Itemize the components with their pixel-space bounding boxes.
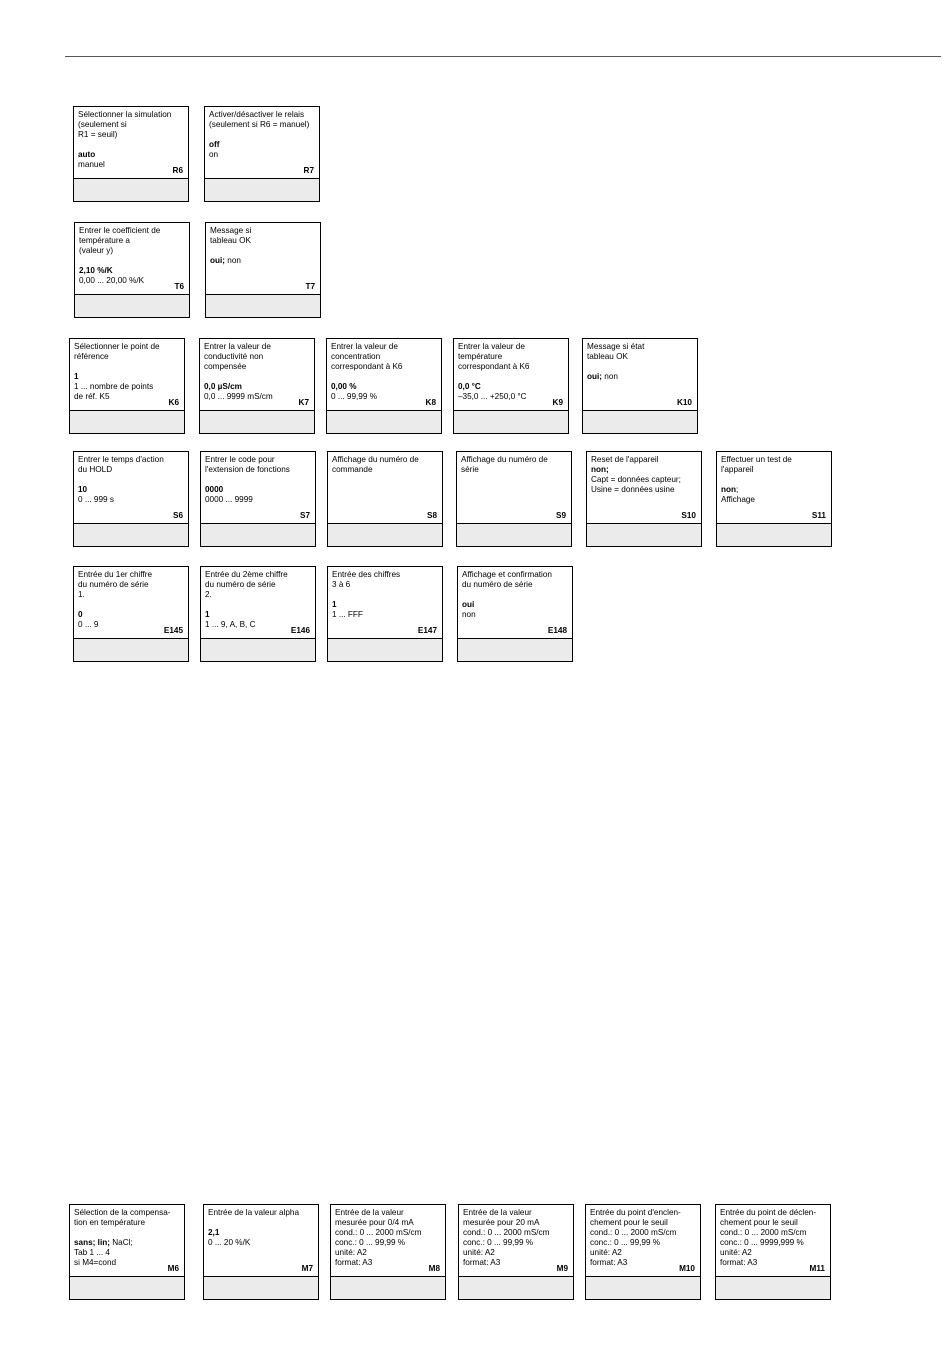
menu-code-label: E148 <box>547 626 567 635</box>
menu-box-line: Usine = données usine <box>591 485 675 494</box>
menu-box-line: 1 <box>205 610 210 619</box>
menu-box-line: du numéro de série <box>462 580 533 589</box>
menu-box-m7 <box>203 1204 319 1300</box>
menu-box-line: off <box>209 140 220 149</box>
menu-box-line: du numéro de série <box>205 580 276 589</box>
menu-box-line: 1 ... nombre de points <box>74 382 154 391</box>
menu-box-t6 <box>74 222 190 318</box>
menu-box-text <box>75 223 189 295</box>
menu-box-line: concentration <box>331 352 381 361</box>
menu-box-line: Effectuer un test de <box>721 455 792 464</box>
menu-box-line: Entrer la valeur de <box>204 342 271 351</box>
menu-box-footer <box>716 1277 830 1299</box>
menu-box-text <box>204 1205 318 1277</box>
menu-box-line: Activer/désactiver le relais <box>209 110 305 119</box>
menu-box-text <box>74 567 188 639</box>
menu-box-text <box>70 1205 184 1277</box>
menu-box-line <box>74 362 180 372</box>
menu-code-label: M6 <box>167 1264 179 1273</box>
menu-box-line: (seulement si R6 = manuel) <box>209 120 310 129</box>
menu-box-line: référence <box>74 352 109 361</box>
menu-box-line: Entrée de la valeur alpha <box>208 1208 300 1217</box>
menu-code-label: T7 <box>305 282 315 291</box>
menu-box-text <box>74 107 188 179</box>
menu-box-text <box>201 567 315 639</box>
menu-box-line: Entrée du 2ème chiffre <box>205 570 288 579</box>
menu-box-text <box>328 567 442 639</box>
menu-box-line: (valeur y) <box>79 246 114 255</box>
menu-box-footer <box>201 639 315 661</box>
menu-box-line <box>210 246 316 256</box>
menu-box-line: conductivité non <box>204 352 264 361</box>
menu-box-line: –35,0 ... +250,0 °C <box>458 392 527 401</box>
menu-box-line: 0000 <box>205 485 224 494</box>
menu-box-s9 <box>456 451 572 547</box>
menu-box-e146 <box>200 566 316 662</box>
menu-box-line: Entrée du point de déclen- <box>720 1208 817 1217</box>
menu-code-label: T6 <box>174 282 184 291</box>
menu-box-line: Affichage et confirmation <box>462 570 552 579</box>
menu-code-label: K6 <box>168 398 179 407</box>
menu-box-line: 0 ... 99,99 % <box>331 392 377 401</box>
menu-box-footer <box>74 179 188 201</box>
menu-box-text <box>459 1205 573 1277</box>
menu-box-line <box>331 372 437 382</box>
menu-code-label: M8 <box>428 1264 440 1273</box>
menu-box-line <box>587 362 693 372</box>
menu-box-s11 <box>716 451 832 547</box>
menu-box-text <box>457 452 571 524</box>
menu-box-line <box>78 600 184 610</box>
menu-box-line: sans; lin; NaCl; <box>74 1238 133 1247</box>
menu-box-text <box>74 452 188 524</box>
menu-box-line <box>458 372 564 382</box>
menu-code-label: K10 <box>676 398 692 407</box>
menu-box-line: oui; non <box>587 372 618 381</box>
menu-box-line: format: A3 <box>590 1258 628 1267</box>
menu-box-e148 <box>457 566 573 662</box>
menu-box-footer <box>459 1277 573 1299</box>
menu-box-line: conc.: 0 ... 99,99 % <box>590 1238 661 1247</box>
menu-box-text <box>587 452 701 524</box>
menu-box-line <box>721 475 827 485</box>
menu-box-m10 <box>585 1204 701 1300</box>
menu-box-line: Entrer la valeur de <box>458 342 525 351</box>
menu-box-line: non; <box>591 465 609 474</box>
menu-box-line: cond.: 0 ... 2000 mS/cm <box>335 1228 422 1237</box>
menu-box-s7 <box>200 451 316 547</box>
menu-box-r6 <box>73 106 189 202</box>
menu-box-line: 0 ... 999 s <box>78 495 114 504</box>
menu-box-s10 <box>586 451 702 547</box>
menu-box-line: 0000 ... 9999 <box>205 495 253 504</box>
menu-box-line: Sélectionner le point de <box>74 342 160 351</box>
header-rule <box>65 56 941 57</box>
menu-box-text <box>454 339 568 411</box>
menu-box-line: Entrée du point d'enclen- <box>590 1208 681 1217</box>
menu-box-line: 1 <box>74 372 79 381</box>
menu-box-line: format: A3 <box>463 1258 501 1267</box>
menu-box-line <box>209 130 315 140</box>
menu-box-line: 3 à 6 <box>332 580 351 589</box>
menu-box-line: non; <box>721 485 739 494</box>
menu-code-label: R7 <box>303 166 314 175</box>
menu-box-line: Entrer la valeur de <box>331 342 398 351</box>
menu-box-line: 0 ... 20 %/K <box>208 1238 251 1247</box>
menu-box-line: 0,0 ... 9999 mS/cm <box>204 392 273 401</box>
menu-box-line: cond.: 0 ... 2000 mS/cm <box>590 1228 677 1237</box>
menu-code-label: E147 <box>417 626 437 635</box>
menu-box-footer <box>327 411 441 433</box>
menu-box-line: R1 = seuil) <box>78 130 118 139</box>
menu-box-line: 2,10 %/K <box>79 266 113 275</box>
menu-box-line: 0,00 ... 20,00 %/K <box>79 276 145 285</box>
menu-box-text <box>717 452 831 524</box>
menu-box-line <box>208 1218 314 1228</box>
menu-box-footer <box>328 524 442 546</box>
menu-box-s8 <box>327 451 443 547</box>
menu-box-text <box>331 1205 445 1277</box>
menu-box-text <box>206 223 320 295</box>
menu-box-line: tableau OK <box>210 236 251 245</box>
menu-box-line: Entrer le code pour <box>205 455 275 464</box>
menu-box-text <box>200 339 314 411</box>
menu-box-line <box>205 475 311 485</box>
menu-box-text <box>586 1205 700 1277</box>
menu-box-line: Affichage du numéro de <box>332 455 419 464</box>
menu-box-footer <box>328 639 442 661</box>
menu-box-line: série <box>461 465 479 474</box>
menu-box-footer <box>204 1277 318 1299</box>
menu-box-line: correspondant à K6 <box>458 362 530 371</box>
menu-box-footer <box>583 411 697 433</box>
menu-box-line: du numéro de série <box>78 580 149 589</box>
menu-box-line: l'appareil <box>721 465 754 474</box>
menu-box-line <box>332 590 438 600</box>
menu-box-e147 <box>327 566 443 662</box>
menu-box-line: Sélectionner la simulation <box>78 110 172 119</box>
menu-box-line: chement pour le seuil <box>590 1218 668 1227</box>
menu-box-m6 <box>69 1204 185 1300</box>
menu-box-line: 1 <box>332 600 337 609</box>
menu-box-k10 <box>582 338 698 434</box>
menu-box-line: 1 ... FFF <box>332 610 363 619</box>
menu-box-k9 <box>453 338 569 434</box>
menu-box-line: l'extension de fonctions <box>205 465 290 474</box>
menu-box-line: oui; non <box>210 256 241 265</box>
menu-box-line: tion en température <box>74 1218 146 1227</box>
menu-box-line: température a <box>79 236 130 245</box>
menu-box-line: Sélection de la compensa- <box>74 1208 171 1217</box>
menu-box-line: unité: A2 <box>335 1248 367 1257</box>
menu-box-footer <box>586 1277 700 1299</box>
menu-box-line <box>462 590 568 600</box>
menu-box-footer <box>717 524 831 546</box>
menu-code-label: S7 <box>299 511 310 520</box>
menu-box-line: on <box>209 150 219 159</box>
menu-box-line: 2,1 <box>208 1228 220 1237</box>
menu-box-line: conc.: 0 ... 9999,999 % <box>720 1238 804 1247</box>
menu-box-line: 1. <box>78 590 85 599</box>
menu-box-line: chement pour le seuil <box>720 1218 798 1227</box>
menu-box-line: correspondant à K6 <box>331 362 403 371</box>
menu-box-line: conc.: 0 ... 99,99 % <box>335 1238 406 1247</box>
menu-box-line <box>78 475 184 485</box>
menu-box-line: manuel <box>78 160 105 169</box>
menu-box-line: Tab 1 ... 4 <box>74 1248 110 1257</box>
menu-box-footer <box>70 411 184 433</box>
menu-box-line: Affichage du numéro de <box>461 455 548 464</box>
menu-box-line: conc.: 0 ... 99,99 % <box>463 1238 534 1247</box>
menu-box-line: 0,00 % <box>331 382 357 391</box>
menu-box-footer <box>457 524 571 546</box>
menu-box-line <box>74 1228 180 1238</box>
menu-box-line <box>205 600 311 610</box>
menu-box-text <box>205 107 319 179</box>
menu-code-label: E146 <box>290 626 310 635</box>
menu-box-line: du HOLD <box>78 465 113 474</box>
menu-code-label: M10 <box>679 1264 695 1273</box>
menu-code-label: K7 <box>298 398 309 407</box>
menu-box-footer <box>331 1277 445 1299</box>
menu-code-label: S6 <box>172 511 183 520</box>
menu-box-r7 <box>204 106 320 202</box>
menu-box-line: Message si état <box>587 342 645 351</box>
menu-code-label: S10 <box>681 511 696 520</box>
menu-box-line: mesurée pour 0/4 mA <box>335 1218 414 1227</box>
menu-box-line: Capt = données capteur; <box>591 475 681 484</box>
menu-box-line <box>79 256 185 266</box>
menu-code-label: K8 <box>425 398 436 407</box>
menu-box-line: Entrer le temps d'action <box>78 455 164 464</box>
menu-box-text <box>201 452 315 524</box>
menu-box-line: mesurée pour 20 mA <box>463 1218 540 1227</box>
menu-code-label: M11 <box>809 1264 825 1273</box>
menu-box-footer <box>454 411 568 433</box>
menu-box-footer <box>70 1277 184 1299</box>
menu-code-label: S8 <box>426 511 437 520</box>
menu-code-label: M7 <box>301 1264 313 1273</box>
menu-code-label: K9 <box>552 398 563 407</box>
menu-box-footer <box>201 524 315 546</box>
menu-box-line: Entrée du 1er chiffre <box>78 570 153 579</box>
menu-box-line: 1 ... 9, A, B, C <box>205 620 256 629</box>
menu-box-e145 <box>73 566 189 662</box>
menu-box-line: auto <box>78 150 96 159</box>
menu-box-text <box>583 339 697 411</box>
menu-box-t7 <box>205 222 321 318</box>
menu-box-line: oui <box>462 600 475 609</box>
menu-box-k7 <box>199 338 315 434</box>
menu-box-line: format: A3 <box>720 1258 758 1267</box>
menu-box-m8 <box>330 1204 446 1300</box>
menu-box-line: de réf. K5 <box>74 392 110 401</box>
menu-box-line: non <box>462 610 476 619</box>
menu-code-label: M9 <box>556 1264 568 1273</box>
menu-box-line: cond.: 0 ... 2000 mS/cm <box>463 1228 550 1237</box>
menu-box-line: 0,0 µS/cm <box>204 382 242 391</box>
menu-box-text <box>70 339 184 411</box>
menu-box-line: Message si <box>210 226 252 235</box>
menu-box-footer <box>74 524 188 546</box>
menu-box-k8 <box>326 338 442 434</box>
menu-box-line: si M4=cond <box>74 1258 117 1267</box>
menu-box-line: température <box>458 352 503 361</box>
menu-box-line: Entrer le coefficient de <box>79 226 161 235</box>
menu-code-label: S11 <box>811 511 826 520</box>
menu-box-line: unité: A2 <box>463 1248 495 1257</box>
menu-box-line: (seulement si <box>78 120 127 129</box>
menu-box-line: format: A3 <box>335 1258 373 1267</box>
menu-box-line: 0 ... 9 <box>78 620 99 629</box>
menu-box-s6 <box>73 451 189 547</box>
menu-box-line: unité: A2 <box>720 1248 752 1257</box>
menu-box-line: 2. <box>205 590 212 599</box>
menu-box-footer <box>200 411 314 433</box>
menu-box-line: 0,0 °C <box>458 382 481 391</box>
menu-box-m9 <box>458 1204 574 1300</box>
menu-box-line: 10 <box>78 485 88 494</box>
menu-box-text <box>458 567 572 639</box>
menu-box-footer <box>587 524 701 546</box>
menu-box-line: Entrée de la valeur <box>335 1208 404 1217</box>
menu-box-line: tableau OK <box>587 352 628 361</box>
menu-box-footer <box>205 179 319 201</box>
menu-box-line: Affichage <box>721 495 755 504</box>
menu-box-line: Reset de l'appareil <box>591 455 659 464</box>
menu-box-line <box>78 140 184 150</box>
menu-box-text <box>327 339 441 411</box>
menu-box-footer <box>75 295 189 317</box>
menu-code-label: E145 <box>163 626 183 635</box>
menu-box-text <box>716 1205 830 1277</box>
menu-box-m11 <box>715 1204 831 1300</box>
menu-box-k6 <box>69 338 185 434</box>
menu-box-footer <box>206 295 320 317</box>
menu-box-line: cond.: 0 ... 2000 mS/cm <box>720 1228 807 1237</box>
menu-box-line <box>204 372 310 382</box>
menu-box-line: compensée <box>204 362 247 371</box>
menu-box-line: Entrée des chiffres <box>332 570 401 579</box>
menu-code-label: S9 <box>555 511 566 520</box>
menu-box-line: commande <box>332 465 373 474</box>
menu-code-label: R6 <box>172 166 183 175</box>
menu-box-line: unité: A2 <box>590 1248 622 1257</box>
menu-box-line: 0 <box>78 610 83 619</box>
menu-box-text <box>328 452 442 524</box>
menu-box-footer <box>458 639 572 661</box>
menu-box-footer <box>74 639 188 661</box>
menu-box-line: Entrée de la valeur <box>463 1208 532 1217</box>
